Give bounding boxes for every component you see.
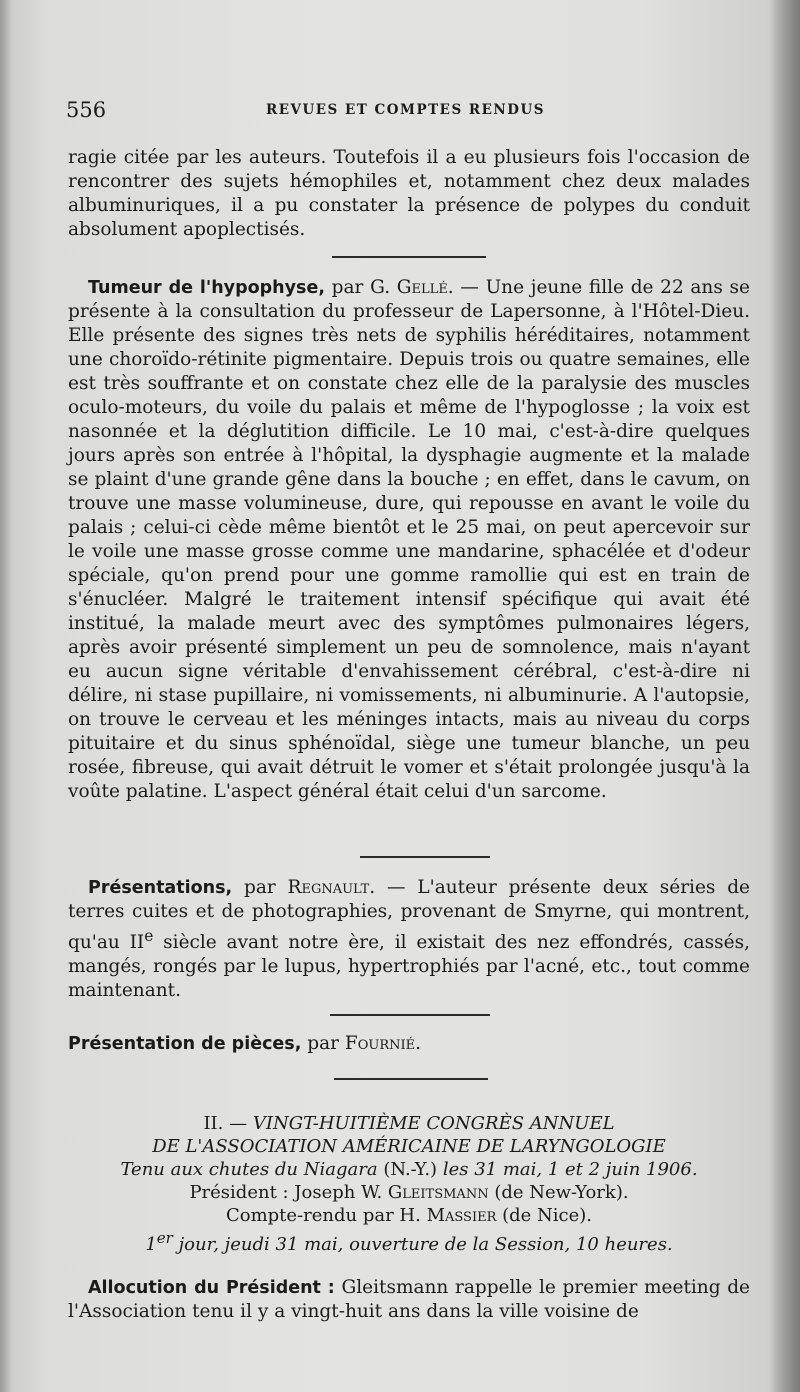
pieces-title: Présentation de pièces, (68, 1034, 302, 1054)
section-divider (360, 856, 490, 858)
congres-day-number: 1 (145, 1234, 157, 1255)
presentations-paragraph (68, 876, 750, 1003)
congres-day-sup: er (156, 1229, 173, 1247)
congres-prefix: II. — (203, 1113, 248, 1134)
congres-line-6 (68, 1227, 750, 1256)
congres-president-city: (de New-York). (494, 1182, 629, 1203)
running-head: REVUES ET COMPTES RENDUS (266, 102, 545, 118)
tumeur-paragraph (68, 276, 750, 804)
presentations-par: par (243, 877, 276, 898)
allocution-paragraph (68, 1276, 750, 1324)
presentations-text-2: siècle avant notre ère, il existait des nez effondrés, cassés, mangés, rongés par le lupus, hypertrophiés par l'acné, etc., tout comme maintenant. (68, 932, 750, 1002)
page-header (66, 98, 756, 122)
congres-day-text: jour, jeudi 31 mai, ouverture de la Session, 10 heures. (172, 1234, 673, 1255)
section-divider (332, 256, 486, 258)
section-divider (330, 1014, 490, 1016)
allocution-title: Allocution du Président : (88, 1278, 335, 1298)
presentations-sup: e (144, 927, 154, 945)
congres-line-4 (68, 1181, 750, 1204)
pieces-author: Fournié. (344, 1033, 421, 1054)
congres-report-name: Massier (426, 1205, 497, 1226)
continuation-paragraph: ragie citée par les auteurs. Toutefois il a eu plusieurs fois l'occasion de rencontrer des sujets hémophiles et, notamment chez deux malades albuminuriques, il a pu constater la présence de polypes du conduit absolument apoplectisés. (68, 147, 750, 240)
pieces-paragraph (68, 1032, 750, 1056)
tumeur-text: — Une jeune fille de 22 ans se présente à la consultation du professeur de Lapersonne, à l'Hôtel-Dieu. Elle présente des signes très nets de syphilis héréditaires, notamment une choroïdo-rétinite pigmentaire. Depuis trois ou quatre semaines, elle est très souffrante et on constate chez elle de la paralysie des muscles oculo-moteurs, du voile du palais et même de l'hypoglosse ; la voix est nasonnée et la déglutition difficile. Le 10 mai, c'est-à-dire quelques jours après son entrée à l'hôpital, la dysphagie augmente et la malade se plaint d'une grande gêne dans la bouche ; en effet, dans le cavum, on trouve une masse volumineuse, dure, qui repousse en avant le voile du palais ; celui-ci cède même bientôt et le 25 mai, on peut apercevoir sur le voile une masse grosse comme une mandarine, sphacélée et d'odeur spéciale, qu'on prend pour une gomme ramollie qui est en train de s'énucléer. Malgré le traitement intensif spécifique qui avait été institué, la malade meurt avec des symptômes pulmonaires légers, après avoir présenté simplement un peu de somnolence, mais n'ayant eu aucun signe véritable d'envahissement cérébral, c'est-à-dire ni délire, ni stase pupillaire, ni vomissements, ni albuminurie. A l'autopsie, on trouve le cerveau et les méninges intacts, mais au niveau du corps pituitaire et du sinus sphénoïdal, siège une tumeur blanche, un peu rosée, fibreuse, qui avait détruit le vomer et s'était prolongée jusqu'à la voûte palatine. L'aspect général était celui d'un sarcome. (68, 277, 750, 802)
congres-president-name: Gleitsmann (387, 1182, 489, 1203)
congres-line-3 (68, 1158, 750, 1181)
congres-line-2: DE L'ASSOCIATION AMÉRICAINE DE LARYNGOLOGIE (152, 1136, 666, 1157)
congres-location: Tenu aux chutes du Niagara (120, 1159, 378, 1180)
presentations-text: — L'auteur présente deux séries de terres cuites et de photographies, provenant de Smyrne, qui montrent, qu'au II (68, 877, 751, 954)
section-divider (334, 1078, 488, 1080)
tumeur-par: par G. (331, 277, 391, 298)
presentations-author: Regnault. (287, 877, 376, 898)
tumeur-author: Gellé. (396, 277, 454, 298)
presentations-title: Présentations, (88, 878, 233, 898)
tumeur-title: Tumeur de l'hypophyse, (88, 278, 325, 298)
congres-heading (68, 1112, 750, 1256)
allocution-text: Gleitsmann rappelle le premier meeting de l'Association tenu il y a vingt-huit ans dans la ville voisine de (68, 1277, 750, 1322)
congres-president-label: Président : Joseph W. (189, 1182, 383, 1203)
page-number: 556 (66, 98, 107, 122)
congres-state: (N.-Y.) (383, 1159, 438, 1180)
pieces-par: par (307, 1033, 339, 1054)
congres-dates: les 31 mai, 1 et 2 juin 1906. (442, 1159, 698, 1180)
congres-line-1 (68, 1112, 750, 1135)
congres-report-label: Compte-rendu par H. (225, 1205, 421, 1226)
congres-line-5 (68, 1204, 750, 1227)
congres-title: VINGT-HUITIÈME CONGRÈS ANNUEL (252, 1113, 615, 1134)
congres-report-city: (de Nice). (502, 1205, 593, 1226)
